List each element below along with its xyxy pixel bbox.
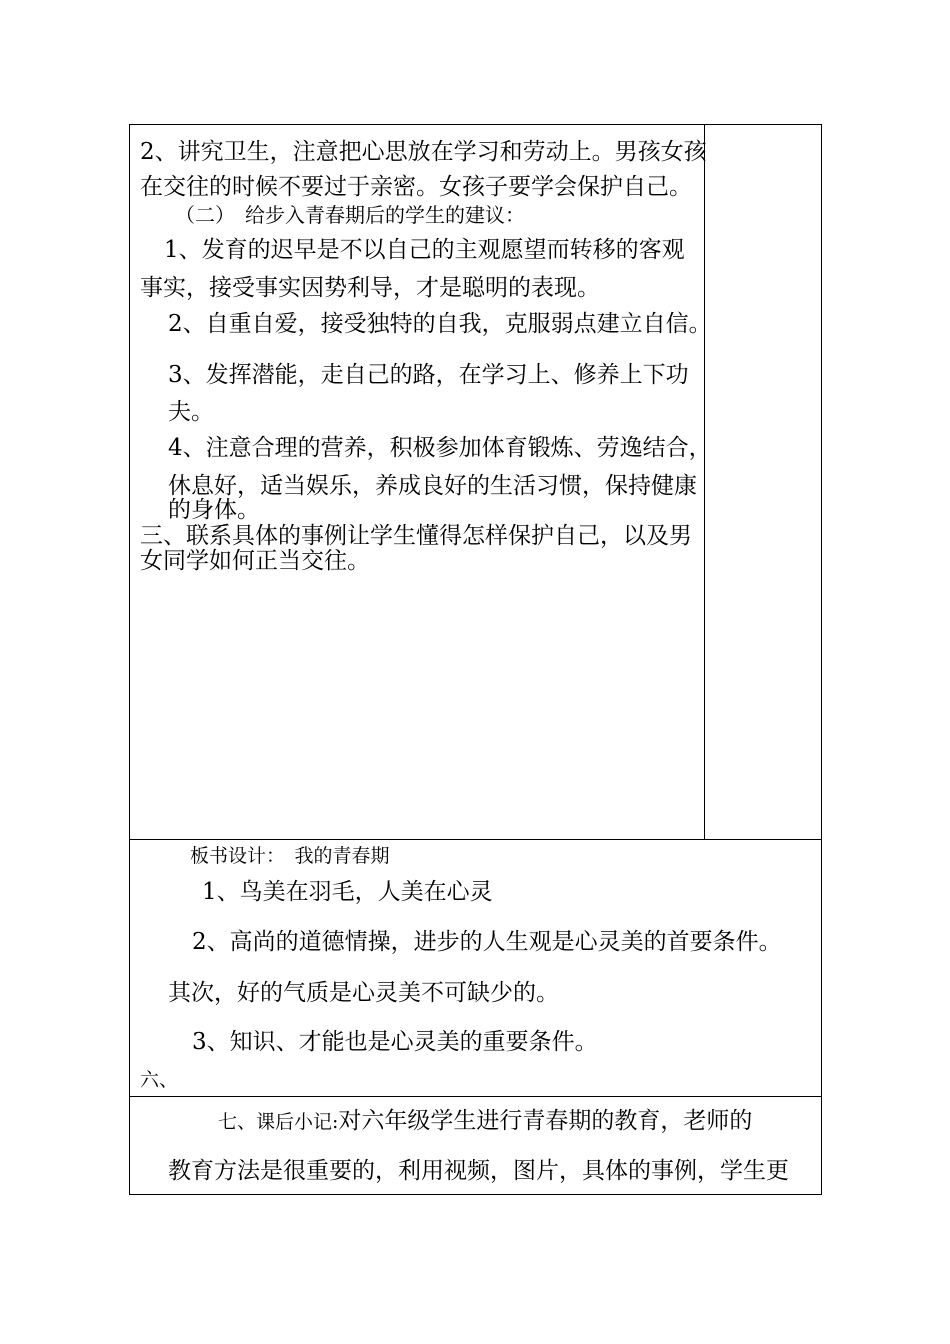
paragraph-line: 3、发挥潜能，走自己的路，在学习上、修养上下功 <box>168 362 689 388</box>
paragraph-line: 休息好，适当娱乐，养成良好的生活习惯，保持健康 <box>168 473 697 499</box>
paragraph-line: 事实，接受事实因势利导，才是聪明的表现。 <box>140 275 600 301</box>
column-divider <box>704 125 705 839</box>
section-heading: （二） 给步入青春期后的学生的建议： <box>175 203 525 227</box>
section-number: 六、 <box>140 1069 179 1091</box>
notes-row <box>218 1110 752 1133</box>
board-line: 其次，好的气质是心灵美不可缺少的。 <box>168 980 559 1006</box>
paragraph-line: 女同学如何正当交往。 <box>140 548 370 574</box>
paragraph-line: 1、发育的迟早是不以自己的主观愿望而转移的客观 <box>164 237 685 263</box>
notes-text: 教育方法是很重要的，利用视频，图片，具体的事例，学生更 <box>168 1158 789 1184</box>
paragraph-line: 的身体。 <box>168 497 260 523</box>
paragraph-line: 2、自重自爱，接受独特的自我，克服弱点建立自信。 <box>168 311 712 337</box>
notes-text: 对六年级学生进行青春期的教育，老师的 <box>338 1108 753 1134</box>
row-divider-2 <box>130 1096 821 1097</box>
notes-label: 七、课后小记: <box>218 1111 339 1133</box>
paragraph-line: 在交往的时候不要过于亲密。女孩子要学会保护自己。 <box>140 174 692 200</box>
row-divider-1 <box>130 839 821 840</box>
paragraph-line: 三、联系具体的事例让学生懂得怎样保护自己，以及男 <box>140 523 692 549</box>
paragraph-line: 4、注意合理的营养，积极参加体育锻炼、劳逸结合， <box>168 435 712 461</box>
board-heading: 板书设计： 我的青春期 <box>190 845 390 867</box>
lesson-table <box>129 124 822 1195</box>
board-line: 1、鸟美在羽毛，人美在心灵 <box>202 879 493 905</box>
board-line: 2、高尚的道德情操，进步的人生观是心灵美的首要条件。 <box>192 929 782 955</box>
board-line: 3、知识、才能也是心灵美的重要条件。 <box>192 1029 598 1055</box>
paragraph-line: 夫。 <box>168 399 214 425</box>
paragraph-line: 2、讲究卫生，注意把心思放在学习和劳动上。男孩女孩 <box>140 139 707 165</box>
